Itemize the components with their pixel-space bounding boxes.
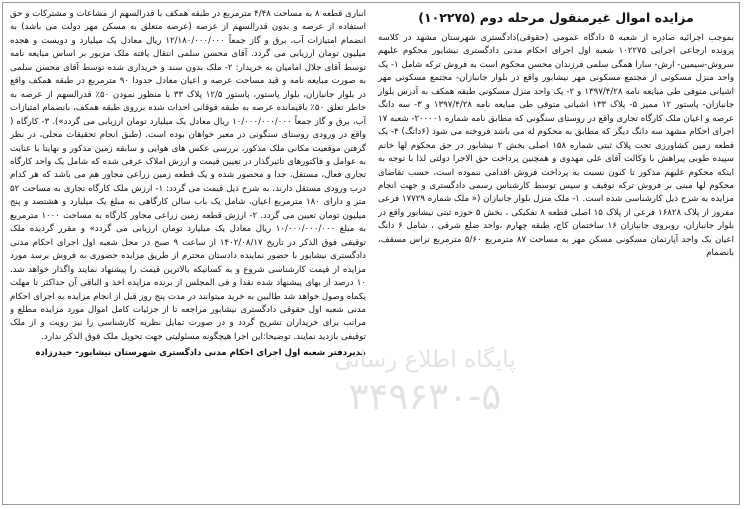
notice-right-column xyxy=(378,8,734,504)
notice-title: مزایده اموال غیرمنقول مرحله دوم (۱۰۲۲۷۵) xyxy=(418,10,694,25)
notice-body-left: انباری قطعه ۸ به مساحت ۴/۴۸ مترمربع در طبقه همکف با قدرالسهم از مشاعات و مشترکات و حق استفاده از عرصه و بدون قدرالسهم از عرصه (عرصه متعلق به مسکن مهر دولت می باشد) به انضمام امتیازات آب، برق و گاز جمعاً ۱۲/۱۸۰/۰۰۰/۰۰۰ ریال معادل یک میلیارد و دویست و هجده میلیون تومان ارزیابی می گردد. آقای محسن سلمی انتقال یافته ملک مزبور بر اساس مبایعه نامه توسط آقای جلال امامیان به خریدار: ۲- ملک بدون سند و خریداری شده توسط آقای محسن سلمی به صورت مبایعه نامه و قید مساحت عرصه و اعیان معادل حدودا ۹۰ مترمربع در طبقه همکف واقع در بلوار جانبازان، بلوار پاستور، پاستور ۱۲/۵ پلاک ۳۳ با منظور نمودن ۵۰٪ قدرالسهم از عرصه به خاطر تعلق ۵۰٪ باقیمانده عرصه به طبقه فوقانی احداث شده برروی طبقه همکف، بانضمام امتیازات آب، برق و گاز جمعاً ۱۰/۰۰۰/۰۰۰/۰۰۰ ریال معادل یک میلیارد تومان ارزیابی می گردد»). ۳- کارگاه ( واقع در ورودی روستای سنگونی در معبر خواهان بوده است. (طبق انجام تحقیقات محلی، در نظر گرفتن موقعیت مکانی ملک مذکور، بررسی عکس های هوایی و سابقه زمین مذکور و نهایتا با عنایت به عوامل و فاکتورهای تاثیرگذار در تعیین قیمت و ارزش املاک عرفی شده که شامل یک واحد کارگاه تجاری فعال، مستقل، جدا و محصور شده و یک قطعه زمین زراعی مجاور هم می باشد که هر کدام درب ورودی مستقل دارند، به شرح ذیل قیمت می گردد: ۱- ارزش ملک کارگاه تجاری به مساحت ۵۲ متر و دارای ۱۸۰ مترمربع اعیان، شامل یک باب سالن کارگاهی به مبلغ یک میلیارد و هشتصد و پنج میلیون تومان تعیین می گردد. ۲- ارزش قطعه زمین زراعی مجاور کارگاه به مساحت ۱۰۰۰ مترمربع به مبلغ ۱۰/۰۰۰/۰۰۰/۰۰۰ ریال معادل یک میلیارد تومان ارزیابی می گردد» و مقرر گردیده ملک توقیفی فوق الذکر در تاریخ ۱۴۰۲/۰۸/۱۷ از ساعت ۹ صبح در محل شعبه اول اجرای احکام مدنی دادگستری نیشابور با حضور نماینده دادستان محترم از طریق مزایده حضوری به فروش برسد مورد مزایده از قیمت کارشناسی شروع و به کسانیکه بالاترین قیمت را پیشنهاد نمایند واگذار خواهد شد. ۱۰ درصد از بهای پیشنهاد شده نقدا و فی المجلس از برنده مزایده اخذ و الباقی آن حداکثر تا مهلت یکماه وصول خواهد شد طالبین به خرید میتوانند در مدت پنج روز قبل از انجام مزایده به اجرای احکام مدنی شعبه اول حقوقی دادگستری نیشابور مراجعه تا از جزئیات کامل اموال مورد مزایده مطلع و مراتب برای خریداران تشریح گردد و در صورت تمایل نظریه کارشناسی را نیز رویت و از ملک توقیفی بازدید نمایند. توضیحا:این اجرا هیچگونه مسئولیتی جهت تحویل ملک فوق الذکر ندارد. xyxy=(10,9,366,342)
watermark-phone: ۳۴۹۶۳۰-۵ xyxy=(348,375,502,418)
notice-body-right: بموجب اجرائیه صادره از شعبه ۵ دادگاه عمومی (حقوقی)دادگستری شهرستان مشهد در کلاسه پرونده ارجاعی اجرایی ۱۰۲۲۷۵ شعبه اول اجرای احکام مدنی دادگستری نیشابور محکوم علیهم سروش-سیمین- ارش- سارا همگی سلمی فرزندان محسن محکوم است به فروش ترکه شامل ۱- یک واحد منزل مسکونی از مجتمع مسکونی مهر نیشابور واقع در بلوار جانبازان- مجتمع مسکونی مهر اشیانی متوفی طی مبایعه نامه ۱۳۹۷/۴/۲۸ و ۲- یک واحد منزل مسکونی طبقه همکف به آدرس بلوار جانبازان- پاستور ۱۲ ممیز ۵- پلاک ۱۳۳ اشیانی متوفی طی مبایعه نامه ۱۳۹۷/۴/۲۸ و ۳- سه دانگ عرصه و اعیان ملک کارگاه تجاری واقع در روستای سنگونی که مطابق نامه شماره ۲۰۰۰۰۱- شعبه ۱۷ اجرای احکام مشهد سه دانگ دیگر که مطابق به محکوم له می باشد فروخته می شود (۶دانگ) ۴- یک قطعه زمین کشاورزی تحت پلاک ثبتی شماره ۱۵۸ اصلی بخش ۲ نیشابور در حق محکوم لها خانم سپیده طوبی پیراهش با وکالت آقای علی مهدوی و همچنین پرداخت حق الاجرا دولتی لذا با توجه به اینکه محکوم علیهم مذکور تا کنون نسبت به پرداخت فروش اقدامی ننموده است، حسب تقاضای محکوم لها مبنی بر فروش ترکه توقیف و سپس توسط کارشناس رسمی دادگستری و جهت انجام مزایده به شرح ذیل کارشناسی شده است. ۱- ملک منزل بلوار جانبازان (« ملک شماره ۱۷۷۲۹ فرعی مفروز از پلاک ۱۶۸۲۸ فرعی از پلاک ۱۵ اصلی قطعه ۸ تفکیکی ، بخش ۵ حوزه ثبتی نیشابور واقع در بلوار جانبازان، روبروی جانبازان ۱۶ ساختمان کاج، طبقه چهارم ،واحد ضلع شرقی ، شامل ۶ دانگ اعیان یک واحد آپارتمان مسکونی مسکن مهر به مساحت ۸۷ مترمربع ۵/۶۰ مترمربع تراس مسقف، بانضمام xyxy=(378,33,734,259)
watermark-name: پایگاه اطلاع رسانی xyxy=(334,347,516,373)
notice-signature: مدیردفتر شعبه اول اجرای احکام مدنی دادگستری شهرستان نیشابور- حیدرزاده xyxy=(35,348,366,359)
notice-left-column xyxy=(10,8,366,504)
